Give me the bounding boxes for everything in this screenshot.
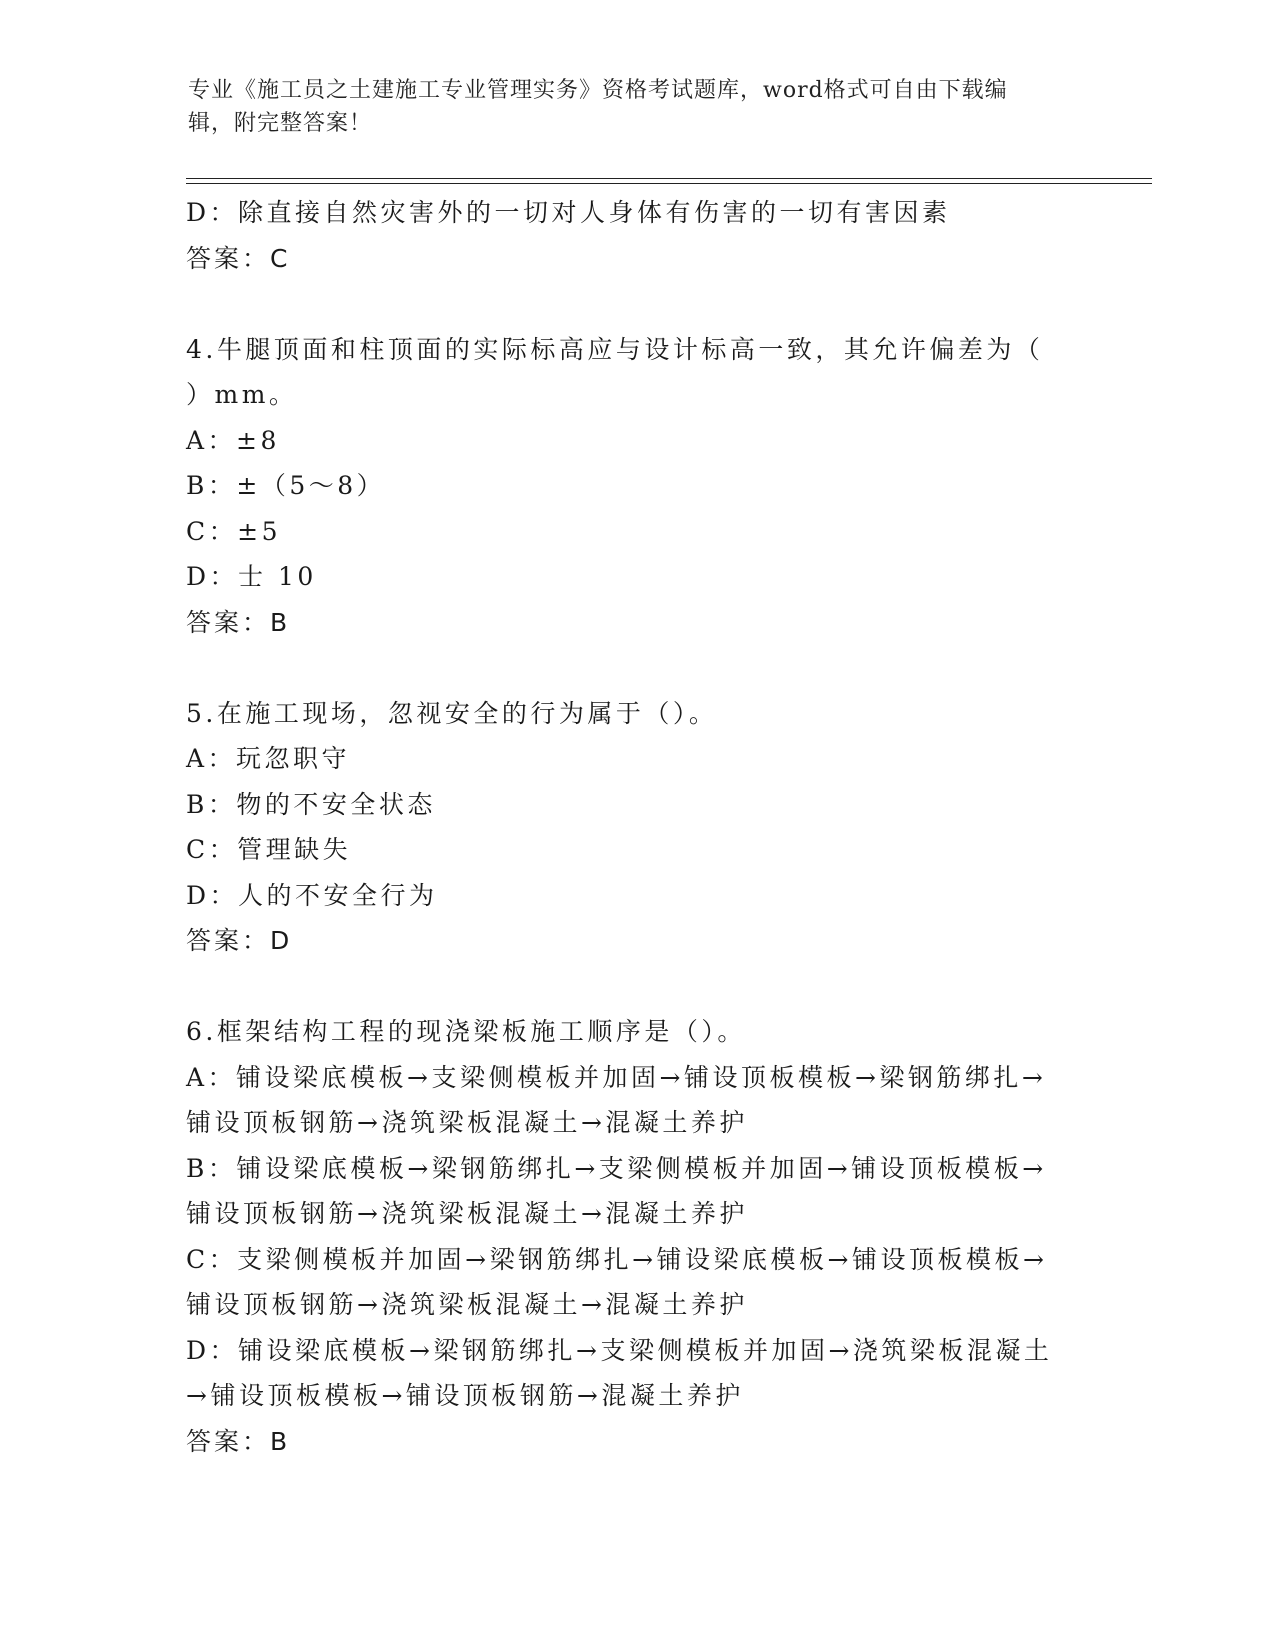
option-b: B：±（5～8） [186,471,386,500]
option-a: A：玩忽职守 [186,744,351,773]
option-c: C：管理缺失 [186,835,352,864]
header-line-1: 专业《施工员之土建施工专业管理实务》资格考试题库，word格式可自由下载编 [188,78,1008,103]
question-3-tail [186,190,1086,281]
question-stem: 5.在施工现场，忽视安全的行为属于（）。 [186,698,718,728]
spacer [186,281,1086,327]
option-b: B：物的不安全状态 [186,789,436,819]
option-d-continued: →铺设顶板模板→铺设顶板钢筋→混凝土养护 [186,1381,744,1410]
answer: 答案：B [186,1426,291,1456]
question-stem: 6.框架结构工程的现浇梁板施工顺序是（）。 [186,1017,746,1046]
answer: 答案：D [186,926,293,955]
option-b: B：铺设梁底模板→梁钢筋绑扎→支梁侧模板并加固→铺设顶板模板→ [186,1153,1047,1183]
question-stem-continued: ）mm。 [186,380,298,409]
answer: 答案：C [186,243,291,273]
option-d: D：士 10 [186,562,317,591]
question-stem: 4.牛腿顶面和柱顶面的实际标高应与设计标高一致，其允许偏差为（ [186,334,1044,364]
option-c-continued: 铺设顶板钢筋→浇筑梁板混凝土→混凝土养护 [186,1290,748,1319]
option-a: A：铺设梁底模板→支梁侧模板并加固→铺设顶板模板→梁钢筋绑扎→ [186,1062,1047,1092]
option-c: C：±5 [186,516,281,546]
header-divider-bottom [186,183,1152,184]
option-a: A：±8 [186,425,280,455]
question-5 [186,691,1086,964]
answer: 答案：B [186,607,291,637]
page-header [188,74,1068,140]
option-b-continued: 铺设顶板钢筋→浇筑梁板混凝土→混凝土养护 [186,1199,748,1228]
question-4 [186,327,1086,646]
option-a-continued: 铺设顶板钢筋→浇筑梁板混凝土→混凝土养护 [186,1108,748,1137]
header-divider-top [186,178,1152,179]
question-6 [186,1009,1086,1464]
option-d: D：除直接自然灾害外的一切对人身体有伤害的一切有害因素 [186,198,951,227]
spacer [186,964,1086,1010]
option-c: C：支梁侧模板并加固→梁钢筋绑扎→铺设梁底模板→铺设顶板模板→ [186,1244,1048,1274]
option-d: D：铺设梁底模板→梁钢筋绑扎→支梁侧模板并加固→浇筑梁板混凝土 [186,1335,1053,1365]
spacer [186,645,1086,691]
header-line-2: 辑，附完整答案！ [188,111,373,136]
question-list [186,190,1086,1464]
option-d: D：人的不安全行为 [186,880,438,910]
